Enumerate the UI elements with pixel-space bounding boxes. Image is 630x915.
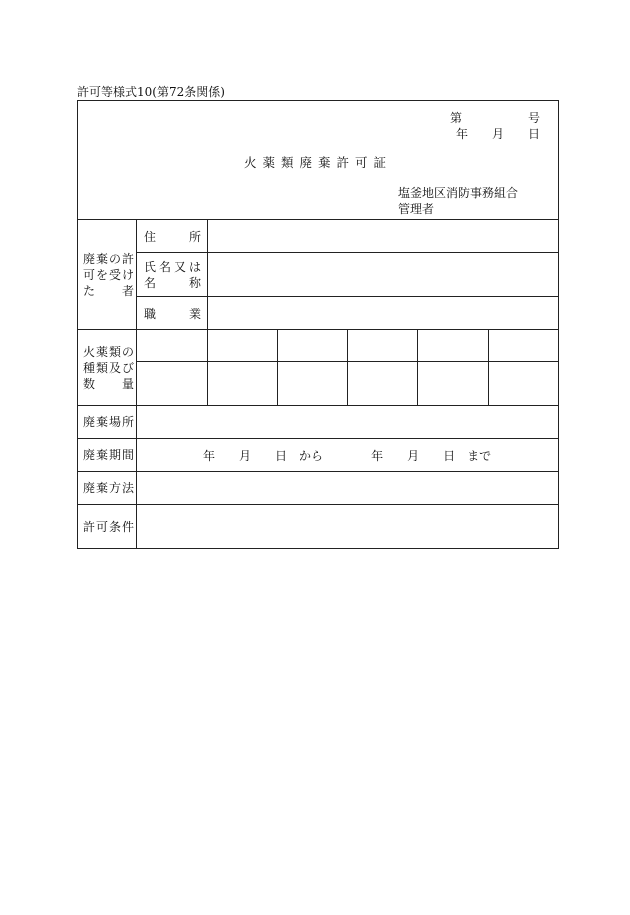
explosive-type-cell	[278, 330, 348, 362]
permit-conditions-label: 許可条件	[78, 505, 137, 549]
name-char-5: 名	[144, 275, 157, 290]
disposal-place-label: 廃棄場所	[78, 406, 137, 439]
name-field	[208, 253, 559, 297]
explosive-quantity-cell	[137, 362, 208, 406]
period-end-day: 日	[443, 448, 456, 463]
period-end-month: 月	[407, 448, 420, 463]
day-label: 日	[528, 127, 541, 141]
address-char-1: 住	[144, 229, 157, 244]
name-char-2: 名	[158, 259, 171, 274]
explosive-quantity-cell	[489, 362, 559, 406]
occupation-char-1: 職	[144, 306, 157, 321]
disposal-place-field	[137, 406, 559, 439]
explosive-quantity-cell	[208, 362, 278, 406]
disposal-method-field	[137, 472, 559, 505]
number-prefix: 第	[449, 111, 462, 125]
name-char-4: は	[188, 259, 201, 274]
explosive-type-cell	[208, 330, 278, 362]
name-label	[137, 253, 208, 297]
name-char-1: 氏	[144, 259, 157, 274]
disposal-period-field	[137, 439, 559, 472]
explosive-type-cell	[489, 330, 559, 362]
issuer-organization: 塩釜地区消防事務組合	[398, 186, 519, 200]
form-number-label: 許可等様式10(第72条関係)	[77, 85, 225, 99]
explosives-label-line-1: 火薬類の	[83, 344, 136, 359]
explosive-type-cell	[348, 330, 418, 362]
disposal-period-label: 廃棄期間	[78, 439, 137, 472]
certificate-title: 火薬類廃棄許可証	[244, 155, 393, 170]
issuer-title: 管理者	[398, 202, 435, 216]
name-char-6: 称	[188, 275, 201, 290]
period-start-month: 月	[239, 448, 252, 463]
address-char-2: 所	[188, 229, 201, 244]
explosives-label-line-2: 種類及び	[83, 360, 136, 375]
occupation-char-2: 業	[188, 306, 201, 321]
permit-number	[450, 109, 540, 126]
explosives-label	[78, 330, 137, 406]
explosive-type-cell	[418, 330, 489, 362]
period-start-year: 年	[203, 448, 216, 463]
period-start-day: 日	[275, 448, 288, 463]
month-label: 月	[491, 127, 504, 141]
applicant-label-line-1: 廃棄の許	[83, 251, 136, 266]
issue-date	[456, 125, 540, 142]
address-field	[208, 220, 559, 253]
applicant-label-line-3: た 者	[83, 283, 136, 298]
explosives-label-line-3: 数 量	[83, 376, 136, 391]
period-end-year: 年	[371, 448, 384, 463]
address-label	[137, 220, 208, 253]
year-label: 年	[455, 127, 468, 141]
permit-certificate-table	[77, 100, 559, 549]
explosive-quantity-cell	[278, 362, 348, 406]
explosive-quantity-cell	[348, 362, 418, 406]
occupation-label	[137, 297, 208, 330]
disposal-method-label: 廃棄方法	[78, 472, 137, 505]
name-char-3: 又	[173, 259, 186, 274]
certificate-header	[78, 101, 559, 220]
issuer-block	[398, 185, 518, 217]
explosive-type-cell	[137, 330, 208, 362]
explosive-quantity-cell	[418, 362, 489, 406]
occupation-field	[208, 297, 559, 330]
applicant-label-line-2: 可を受け	[83, 267, 136, 282]
permit-conditions-field	[137, 505, 559, 549]
applicant-group-label	[78, 220, 137, 330]
period-from: から	[299, 448, 324, 463]
number-suffix: 号	[528, 111, 541, 125]
period-until: まで	[467, 448, 492, 463]
